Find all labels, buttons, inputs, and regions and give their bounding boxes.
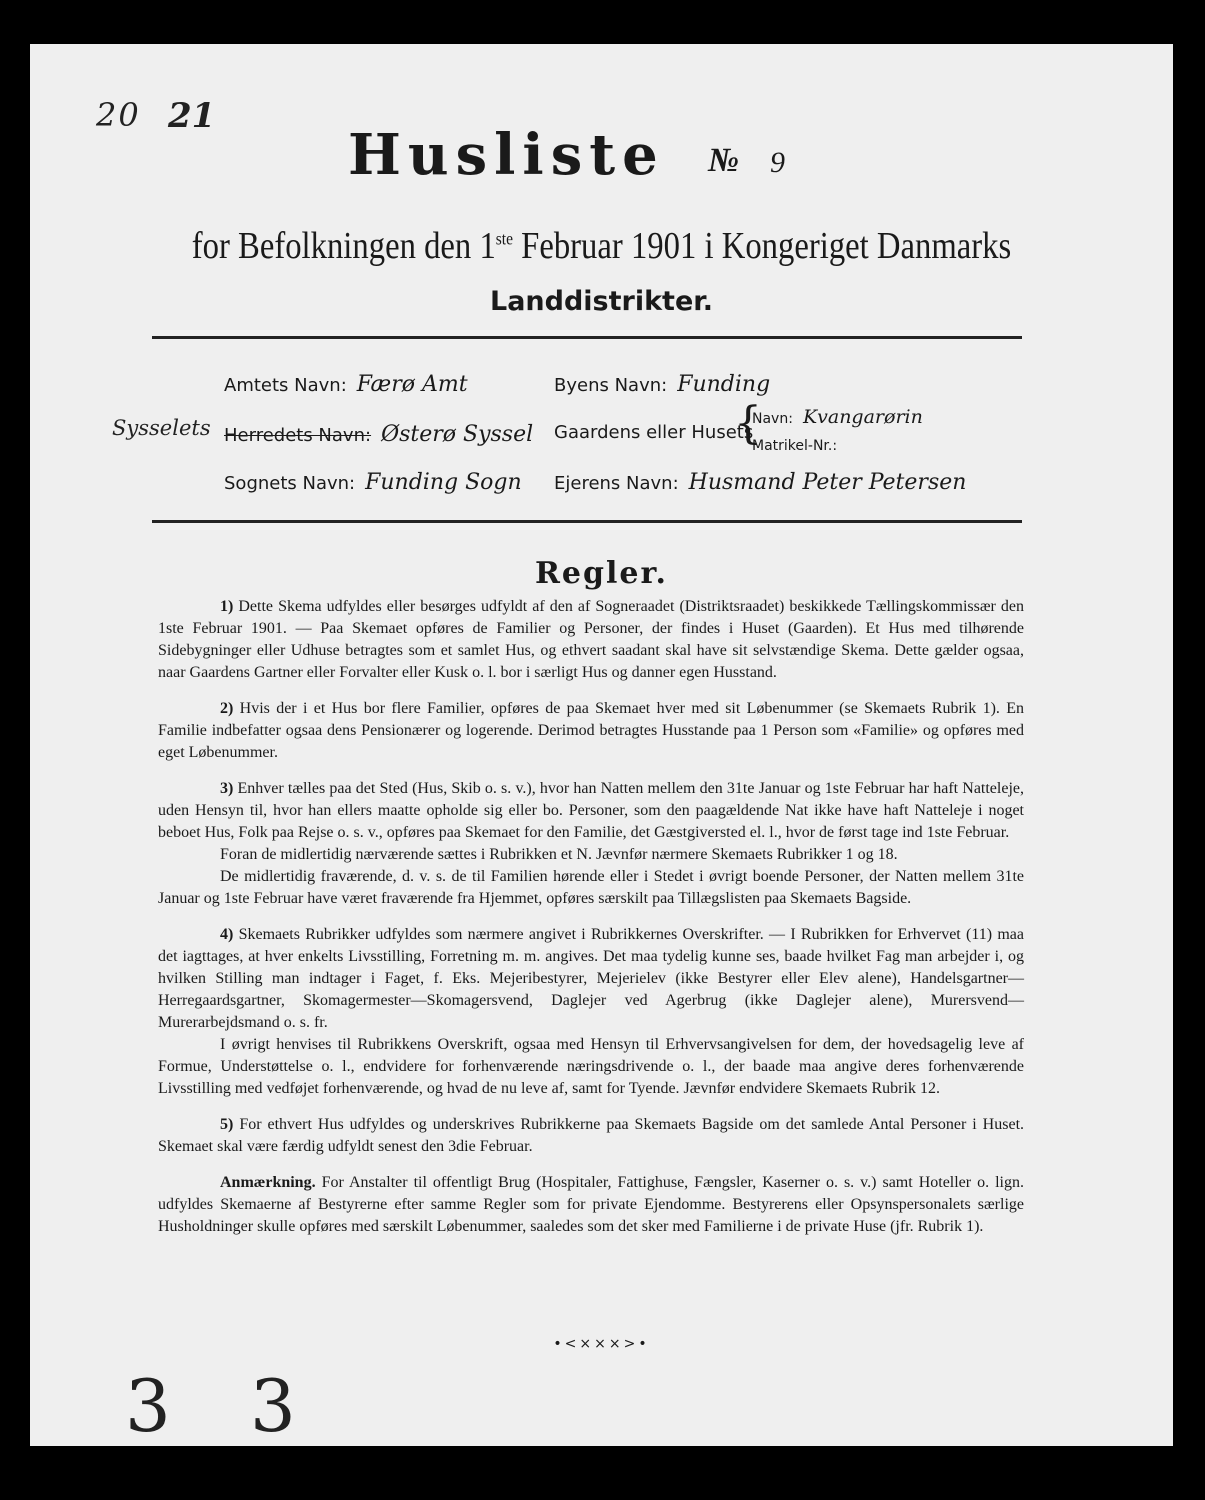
amt-label: Amtets Navn:	[224, 375, 347, 396]
subtitle-district: Landdistrikter.	[489, 286, 713, 317]
field-amt	[224, 372, 468, 397]
brace: {	[734, 398, 762, 449]
subtitle-pre: for Befolkningen den 1	[191, 225, 496, 267]
by-value: Funding	[677, 372, 771, 397]
rule-4	[158, 924, 1024, 1034]
field-ejer	[554, 470, 966, 495]
ornament: •<×××>•	[553, 1336, 650, 1352]
handwritten-number-2: 3	[250, 1364, 296, 1448]
rule-number: 3)	[220, 780, 234, 797]
rule-number: 2)	[220, 700, 234, 717]
field-gaard-navn	[752, 406, 923, 428]
gaard-label: Gaardens eller Husets	[554, 422, 754, 443]
by-label: Byens Navn:	[554, 375, 668, 396]
rule-text: Enhver tælles paa det Sted (Hus, Skib o. s. v.), hvor han Natten mellem den 31te Januar og 1ste Februar har haft Natteleje, uden Hensyn til, hvor han ellers maatte opholde sig eller bo. Personer, som den paagældende Nat ikke have haft Natteleje i noget beboet Hus, Folk paa Rejse o. s. v., opføres paa Skemaet for den Familie, det Gæstgiversted el. l., hvor de først tage ind 1ste Februar.	[158, 780, 1025, 841]
rule-2	[158, 698, 1024, 764]
rule-text: Hvis der i et Hus bor flere Familier, opføres de paa Skemaet hver med sit Løbenummer (se Skemaets Rubrik 1). En Familie indbefatter ogsaa dens Pensionærer og logerende. Derimod betragtes Husstande paa 1 Person som «Familie» og opføres med eget Løbenummer.	[158, 700, 1025, 761]
ejer-value: Husmand Peter Petersen	[688, 470, 967, 495]
field-sogn	[224, 470, 522, 495]
rule-text: Dette Skema udfyldes eller besørges udfyldt af den af Sogneraadet (Distriktsraadet) beskikkede Tællingskommissær den 1ste Februar 1901. — Paa Skemaet opføres de Familier og Personer, der findes i Huset (Gaarden). Et Hus med tilhørende Sidebygninger eller Udhuse betragtes som et samlet Hus, og ethvert saadant skal have sit selvstændige Skema. Dette gælder ogsaa, naar Gaardens Gartner eller Forvalter eller Kusk o. l. bor i særligt Hus og danner egen Husstand.	[158, 598, 1025, 681]
subtitle-post: Februar 1901 i Kongeriget Danmarks	[512, 225, 1012, 267]
census-form-page	[30, 44, 1173, 1446]
sogn-value: Funding Sogn	[365, 470, 522, 495]
rule-text: I øvrigt henvises til Rubrikkens Overskrift, ogsaa med Hensyn til Erhvervsangivelsen for dem, der hovedsagelig leve af Formue, Understøttelse o. l., endvidere for forhenværende næringsdrivende o. l., der baade maa angive deres forhenværende Livsstilling med vedføjet forhenværende, og hvad de nu leve af, samt for Tyende. Jævnfør endvidere Skemaets Rubrik 12.	[158, 1036, 1024, 1097]
rule-text: Skemaets Rubrikker udfyldes som nærmere angivet i Rubrikkernes Overskrifter. — I Rubrikken for Erhvervet (11) maa det iagttages, at hver enkelts Livsstilling, Forretning m. m. angives. Det maa tydelig kunne ses, baade hvilket Fag man arbejder i, og hvilken Stilling man indtager i Faget, f. Eks. Mejeribestyrer, Mejerielev (ikke Bestyrer eller Elev alene), Handelsgartner—Herregaardsgartner, Skomagermester—Skomagersvend, Daglejer ved Agerbrug (ikke Daglejer alene), Murersvend—Murerarbejdsmand o. s. fr.	[158, 926, 1025, 1031]
rule-number: 1)	[220, 598, 234, 615]
field-by	[554, 372, 770, 397]
bottom-divider	[152, 520, 1022, 523]
subtitle-sup: ste	[495, 228, 513, 249]
gaard-navn-value: Kvangarørin	[802, 406, 923, 428]
page-title: Husliste	[348, 122, 665, 188]
rule-text: For ethvert Hus udfyldes og underskrives Rubrikkerne paa Skemaets Bagside om det samlede Antal Personer i Huset. Skemaet skal være færdig udfyldt senest den 3die Februar.	[158, 1116, 1025, 1155]
note	[158, 1172, 1024, 1238]
rule-3-cont-1	[158, 844, 1024, 866]
number-label: №	[708, 142, 740, 179]
note-label: Anmærkning.	[220, 1174, 316, 1191]
field-matrikel	[752, 434, 837, 455]
herred-value: Østerø Syssel	[381, 422, 534, 447]
note-text: For Anstalter til offentligt Brug (Hospitaler, Fattighuse, Fængsler, Kaserner o. s. v.) samt Hoteller o. lign. udfyldes Skemaerne af Bestyrerne efter samme Regler som for private Ejendomme. Bestyrerens eller Opsynspersonalets særlige Husholdninger skulle opføres med særskilt Løbenummer, saaledes som det sker med Familierne i de private Huse (jfr. Rubrik 1).	[158, 1174, 1025, 1235]
field-gaard	[554, 422, 753, 443]
rule-4-cont	[158, 1034, 1024, 1100]
sogn-label: Sognets Navn:	[224, 473, 356, 494]
amt-value: Færø Amt	[356, 372, 468, 397]
rule-3-cont-2	[158, 866, 1024, 910]
field-herred	[224, 422, 533, 447]
rule-text: Foran de midlertidig nærværende sættes i Rubrikken et N. Jævnfør nærmere Skemaets Rubrikker 1 og 18.	[220, 846, 898, 863]
matrikel-label: Matrikel-Nr.:	[752, 438, 838, 454]
top-divider	[152, 336, 1022, 339]
herred-label: Herredets Navn:	[224, 425, 372, 446]
rules-list	[158, 596, 1024, 1252]
rule-3	[158, 778, 1024, 844]
rule-number: 5)	[220, 1116, 234, 1133]
rule-text: De midlertidig fraværende, d. v. s. de til Familien hørende eller i Stedet i øvrigt boende Personer, der Natten mellem 31te Januar og 1ste Februar have været fraværende fra Hjemmet, opføres særskilt paa Tillægslisten paa Skemaets Bagside.	[158, 868, 1024, 907]
rule-5	[158, 1114, 1024, 1158]
subtitle	[110, 224, 1093, 268]
rule-1	[158, 596, 1024, 684]
archive-number-1: 20	[96, 96, 141, 134]
list-number: 9	[770, 146, 785, 179]
archive-number-2: 21	[168, 96, 216, 136]
ejer-label: Ejerens Navn:	[554, 473, 679, 494]
rule-number: 4)	[220, 926, 234, 943]
rules-heading: Regler.	[535, 556, 668, 591]
side-note: Sysselets	[112, 416, 211, 440]
handwritten-number-1: 3	[125, 1364, 171, 1448]
gaard-navn-label: Navn:	[752, 411, 793, 427]
